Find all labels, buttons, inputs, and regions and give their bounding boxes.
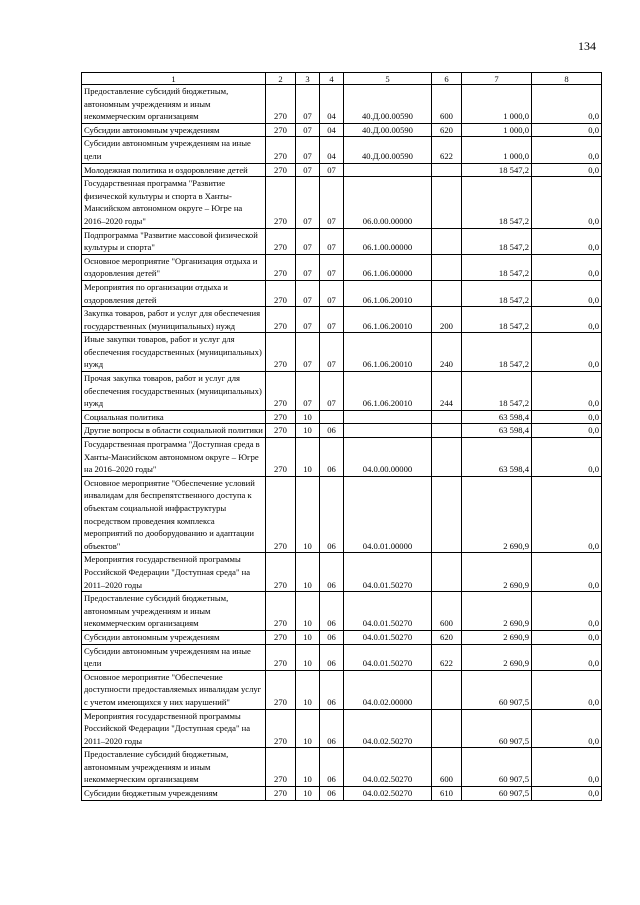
target-article-cell: 06.1.06.20010	[344, 333, 432, 372]
amount-second-cell: 0,0	[532, 254, 602, 280]
section-code-cell: 10	[296, 709, 320, 748]
ministry-code-cell: 270	[266, 85, 296, 124]
expense-type-cell	[432, 163, 462, 177]
expense-type-cell: 620	[432, 123, 462, 137]
amount-second-cell: 0,0	[532, 709, 602, 748]
amount-cell: 63 598,4	[462, 424, 532, 438]
subsection-code-cell: 04	[320, 123, 344, 137]
section-code-cell: 10	[296, 476, 320, 553]
ministry-code-cell: 270	[266, 630, 296, 644]
section-code-cell: 07	[296, 85, 320, 124]
ministry-code-cell: 270	[266, 228, 296, 254]
expense-type-cell	[432, 670, 462, 709]
table-row	[82, 177, 602, 228]
ministry-code-cell: 270	[266, 748, 296, 787]
amount-cell: 60 907,5	[462, 709, 532, 748]
item-name-cell: Социальная политика	[82, 410, 266, 424]
subsection-code-cell: 07	[320, 254, 344, 280]
amount-second-cell: 0,0	[532, 123, 602, 137]
column-header: 8	[532, 73, 602, 85]
table-row	[82, 670, 602, 709]
ministry-code-cell: 270	[266, 372, 296, 411]
section-code-cell: 10	[296, 553, 320, 592]
ministry-code-cell: 270	[266, 254, 296, 280]
subsection-code-cell	[320, 410, 344, 424]
section-code-cell: 10	[296, 424, 320, 438]
expense-type-cell: 620	[432, 630, 462, 644]
amount-second-cell: 0,0	[532, 333, 602, 372]
ministry-code-cell: 270	[266, 709, 296, 748]
amount-cell: 1 000,0	[462, 85, 532, 124]
subsection-code-cell: 06	[320, 553, 344, 592]
expense-type-cell	[432, 228, 462, 254]
expense-type-cell: 600	[432, 85, 462, 124]
amount-second-cell: 0,0	[532, 280, 602, 306]
amount-second-cell: 0,0	[532, 630, 602, 644]
target-article-cell: 04.0.02.50270	[344, 748, 432, 787]
ministry-code-cell: 270	[266, 553, 296, 592]
subsection-code-cell: 07	[320, 177, 344, 228]
expense-type-cell	[432, 438, 462, 477]
amount-cell: 2 690,9	[462, 630, 532, 644]
item-name-cell: Субсидии автономным учреждениям	[82, 630, 266, 644]
amount-cell: 2 690,9	[462, 553, 532, 592]
subsection-code-cell: 07	[320, 228, 344, 254]
item-name-cell: Подпрограмма "Развитие массовой физической культуры и спорта"	[82, 228, 266, 254]
ministry-code-cell: 270	[266, 177, 296, 228]
target-article-cell: 06.1.06.20010	[344, 280, 432, 306]
budget-table	[81, 72, 602, 801]
expense-type-cell: 200	[432, 307, 462, 333]
amount-cell: 18 547,2	[462, 372, 532, 411]
subsection-code-cell: 07	[320, 280, 344, 306]
amount-second-cell: 0,0	[532, 372, 602, 411]
table-row	[82, 787, 602, 801]
section-code-cell: 07	[296, 177, 320, 228]
table-row	[82, 424, 602, 438]
column-header: 7	[462, 73, 532, 85]
section-code-cell: 07	[296, 333, 320, 372]
table-row	[82, 410, 602, 424]
item-name-cell: Субсидии автономным учреждениям на иные цели	[82, 137, 266, 163]
target-article-cell: 04.0.01.50270	[344, 592, 432, 631]
target-article-cell: 04.0.02.00000	[344, 670, 432, 709]
target-article-cell	[344, 163, 432, 177]
target-article-cell: 04.0.01.00000	[344, 476, 432, 553]
expense-type-cell: 600	[432, 592, 462, 631]
amount-cell: 60 907,5	[462, 787, 532, 801]
target-article-cell: 40.Д.00.00590	[344, 137, 432, 163]
ministry-code-cell: 270	[266, 333, 296, 372]
item-name-cell: Другие вопросы в области социальной политики	[82, 424, 266, 438]
target-article-cell: 40.Д.00.00590	[344, 123, 432, 137]
subsection-code-cell: 07	[320, 307, 344, 333]
item-name-cell: Мероприятия государственной программы Российской Федерации "Доступная среда" на 2011–2020 годы	[82, 553, 266, 592]
ministry-code-cell: 270	[266, 592, 296, 631]
table-row	[82, 137, 602, 163]
column-header: 1	[82, 73, 266, 85]
section-code-cell: 07	[296, 254, 320, 280]
table-row	[82, 333, 602, 372]
amount-second-cell: 0,0	[532, 476, 602, 553]
expense-type-cell	[432, 410, 462, 424]
amount-second-cell: 0,0	[532, 410, 602, 424]
target-article-cell: 06.1.06.20010	[344, 372, 432, 411]
amount-cell: 2 690,9	[462, 592, 532, 631]
amount-cell: 18 547,2	[462, 228, 532, 254]
column-header: 5	[344, 73, 432, 85]
ministry-code-cell: 270	[266, 137, 296, 163]
item-name-cell: Предоставление субсидий бюджетным, автономным учреждениям и иным некоммерческим организациям	[82, 748, 266, 787]
section-code-cell: 10	[296, 670, 320, 709]
expense-type-cell	[432, 254, 462, 280]
subsection-code-cell: 06	[320, 709, 344, 748]
item-name-cell: Молодежная политика и оздоровление детей	[82, 163, 266, 177]
table-row	[82, 228, 602, 254]
subsection-code-cell: 06	[320, 670, 344, 709]
amount-second-cell: 0,0	[532, 137, 602, 163]
item-name-cell: Мероприятия по организации отдыха и оздоровления детей	[82, 280, 266, 306]
item-name-cell: Прочая закупка товаров, работ и услуг для обеспечения государственных (муниципальных) нужд	[82, 372, 266, 411]
item-name-cell: Основное мероприятие "Обеспечение доступности предоставляемых инвалидам услуг с учетом имеющихся у них нарушений"	[82, 670, 266, 709]
expense-type-cell: 610	[432, 787, 462, 801]
expense-type-cell: 622	[432, 137, 462, 163]
ministry-code-cell: 270	[266, 163, 296, 177]
section-code-cell: 07	[296, 280, 320, 306]
section-code-cell: 07	[296, 372, 320, 411]
subsection-code-cell: 06	[320, 630, 344, 644]
section-code-cell: 10	[296, 787, 320, 801]
target-article-cell: 40.Д.00.00590	[344, 85, 432, 124]
target-article-cell: 06.0.00.00000	[344, 177, 432, 228]
table-row	[82, 644, 602, 670]
target-article-cell: 04.0.02.50270	[344, 709, 432, 748]
section-code-cell: 07	[296, 137, 320, 163]
table-row	[82, 476, 602, 553]
subsection-code-cell: 06	[320, 476, 344, 553]
amount-second-cell: 0,0	[532, 85, 602, 124]
target-article-cell: 04.0.01.50270	[344, 644, 432, 670]
amount-cell: 60 907,5	[462, 670, 532, 709]
ministry-code-cell: 270	[266, 670, 296, 709]
amount-second-cell: 0,0	[532, 177, 602, 228]
item-name-cell: Мероприятия государственной программы Российской Федерации "Доступная среда" на 2011–2020 годы	[82, 709, 266, 748]
subsection-code-cell: 07	[320, 163, 344, 177]
table-row	[82, 123, 602, 137]
table-row	[82, 372, 602, 411]
section-code-cell: 07	[296, 123, 320, 137]
subsection-code-cell: 06	[320, 438, 344, 477]
expense-type-cell	[432, 424, 462, 438]
item-name-cell: Основное мероприятие "Организация отдыха и оздоровления детей"	[82, 254, 266, 280]
expense-type-cell	[432, 476, 462, 553]
column-header: 3	[296, 73, 320, 85]
table-row	[82, 630, 602, 644]
amount-second-cell: 0,0	[532, 787, 602, 801]
amount-second-cell: 0,0	[532, 592, 602, 631]
subsection-code-cell: 06	[320, 748, 344, 787]
amount-cell: 18 547,2	[462, 254, 532, 280]
table-row	[82, 280, 602, 306]
ministry-code-cell: 270	[266, 123, 296, 137]
amount-second-cell: 0,0	[532, 307, 602, 333]
amount-cell: 2 690,9	[462, 644, 532, 670]
table-row	[82, 254, 602, 280]
section-code-cell: 10	[296, 438, 320, 477]
subsection-code-cell: 04	[320, 137, 344, 163]
amount-second-cell: 0,0	[532, 670, 602, 709]
item-name-cell: Субсидии бюджетным учреждениям	[82, 787, 266, 801]
section-code-cell: 10	[296, 644, 320, 670]
amount-cell: 18 547,2	[462, 333, 532, 372]
subsection-code-cell: 06	[320, 424, 344, 438]
amount-cell: 18 547,2	[462, 163, 532, 177]
amount-second-cell: 0,0	[532, 163, 602, 177]
expense-type-cell: 622	[432, 644, 462, 670]
table-body	[82, 85, 602, 801]
target-article-cell: 04.0.00.00000	[344, 438, 432, 477]
section-code-cell: 07	[296, 163, 320, 177]
item-name-cell: Государственная программа "Доступная среда в Ханты-Мансийском автономном округе – Югре на 2016–2020 годы"	[82, 438, 266, 477]
target-article-cell	[344, 410, 432, 424]
item-name-cell: Предоставление субсидий бюджетным, автономным учреждениям и иным некоммерческим организациям	[82, 85, 266, 124]
amount-second-cell: 0,0	[532, 438, 602, 477]
amount-cell: 18 547,2	[462, 307, 532, 333]
subsection-code-cell: 06	[320, 592, 344, 631]
ministry-code-cell: 270	[266, 476, 296, 553]
table-row	[82, 709, 602, 748]
ministry-code-cell: 270	[266, 438, 296, 477]
table-row	[82, 163, 602, 177]
target-article-cell: 06.1.06.00000	[344, 254, 432, 280]
column-header: 6	[432, 73, 462, 85]
amount-cell: 60 907,5	[462, 748, 532, 787]
expense-type-cell: 240	[432, 333, 462, 372]
section-code-cell: 10	[296, 630, 320, 644]
amount-second-cell: 0,0	[532, 644, 602, 670]
amount-second-cell: 0,0	[532, 424, 602, 438]
table-row	[82, 438, 602, 477]
section-code-cell: 10	[296, 748, 320, 787]
amount-second-cell: 0,0	[532, 748, 602, 787]
target-article-cell: 04.0.02.50270	[344, 787, 432, 801]
table-row	[82, 748, 602, 787]
target-article-cell: 06.1.00.00000	[344, 228, 432, 254]
ministry-code-cell: 270	[266, 410, 296, 424]
table-row	[82, 553, 602, 592]
amount-cell: 1 000,0	[462, 123, 532, 137]
ministry-code-cell: 270	[266, 787, 296, 801]
table-row	[82, 307, 602, 333]
subsection-code-cell: 07	[320, 372, 344, 411]
amount-second-cell: 0,0	[532, 553, 602, 592]
section-code-cell: 10	[296, 410, 320, 424]
amount-cell: 18 547,2	[462, 280, 532, 306]
amount-second-cell: 0,0	[532, 228, 602, 254]
amount-cell: 63 598,4	[462, 410, 532, 424]
item-name-cell: Субсидии автономным учреждениям	[82, 123, 266, 137]
item-name-cell: Предоставление субсидий бюджетным, автономным учреждениям и иным некоммерческим организациям	[82, 592, 266, 631]
table-row	[82, 85, 602, 124]
item-name-cell: Государственная программа "Развитие физической культуры и спорта в Ханты-Мансийском автономном округе – Югре на 2016–2020 годы"	[82, 177, 266, 228]
target-article-cell: 04.0.01.50270	[344, 553, 432, 592]
table-row	[82, 592, 602, 631]
item-name-cell: Основное мероприятие "Обеспечение условий инвалидам для беспрепятственного доступа к объектам социальной инфраструктуры посредством проведения комплекса мероприятий по дооборудованию и адаптации объектов"	[82, 476, 266, 553]
ministry-code-cell: 270	[266, 644, 296, 670]
page-number: 134	[578, 39, 596, 53]
subsection-code-cell: 04	[320, 85, 344, 124]
item-name-cell: Субсидии автономным учреждениям на иные цели	[82, 644, 266, 670]
target-article-cell	[344, 424, 432, 438]
amount-cell: 1 000,0	[462, 137, 532, 163]
target-article-cell: 06.1.06.20010	[344, 307, 432, 333]
section-code-cell: 07	[296, 228, 320, 254]
target-article-cell: 04.0.01.50270	[344, 630, 432, 644]
expense-type-cell: 244	[432, 372, 462, 411]
expense-type-cell	[432, 280, 462, 306]
amount-cell: 63 598,4	[462, 438, 532, 477]
item-name-cell: Закупка товаров, работ и услуг для обеспечения государственных (муниципальных) нужд	[82, 307, 266, 333]
expense-type-cell: 600	[432, 748, 462, 787]
column-header: 2	[266, 73, 296, 85]
ministry-code-cell: 270	[266, 280, 296, 306]
item-name-cell: Иные закупки товаров, работ и услуг для обеспечения государственных (муниципальных) нужд	[82, 333, 266, 372]
column-header: 4	[320, 73, 344, 85]
amount-cell: 18 547,2	[462, 177, 532, 228]
expense-type-cell	[432, 553, 462, 592]
ministry-code-cell: 270	[266, 307, 296, 333]
header-row	[82, 73, 602, 85]
subsection-code-cell: 06	[320, 644, 344, 670]
expense-type-cell	[432, 709, 462, 748]
subsection-code-cell: 06	[320, 787, 344, 801]
subsection-code-cell: 07	[320, 333, 344, 372]
section-code-cell: 10	[296, 592, 320, 631]
section-code-cell: 07	[296, 307, 320, 333]
expense-type-cell	[432, 177, 462, 228]
amount-cell: 2 690,9	[462, 476, 532, 553]
ministry-code-cell: 270	[266, 424, 296, 438]
